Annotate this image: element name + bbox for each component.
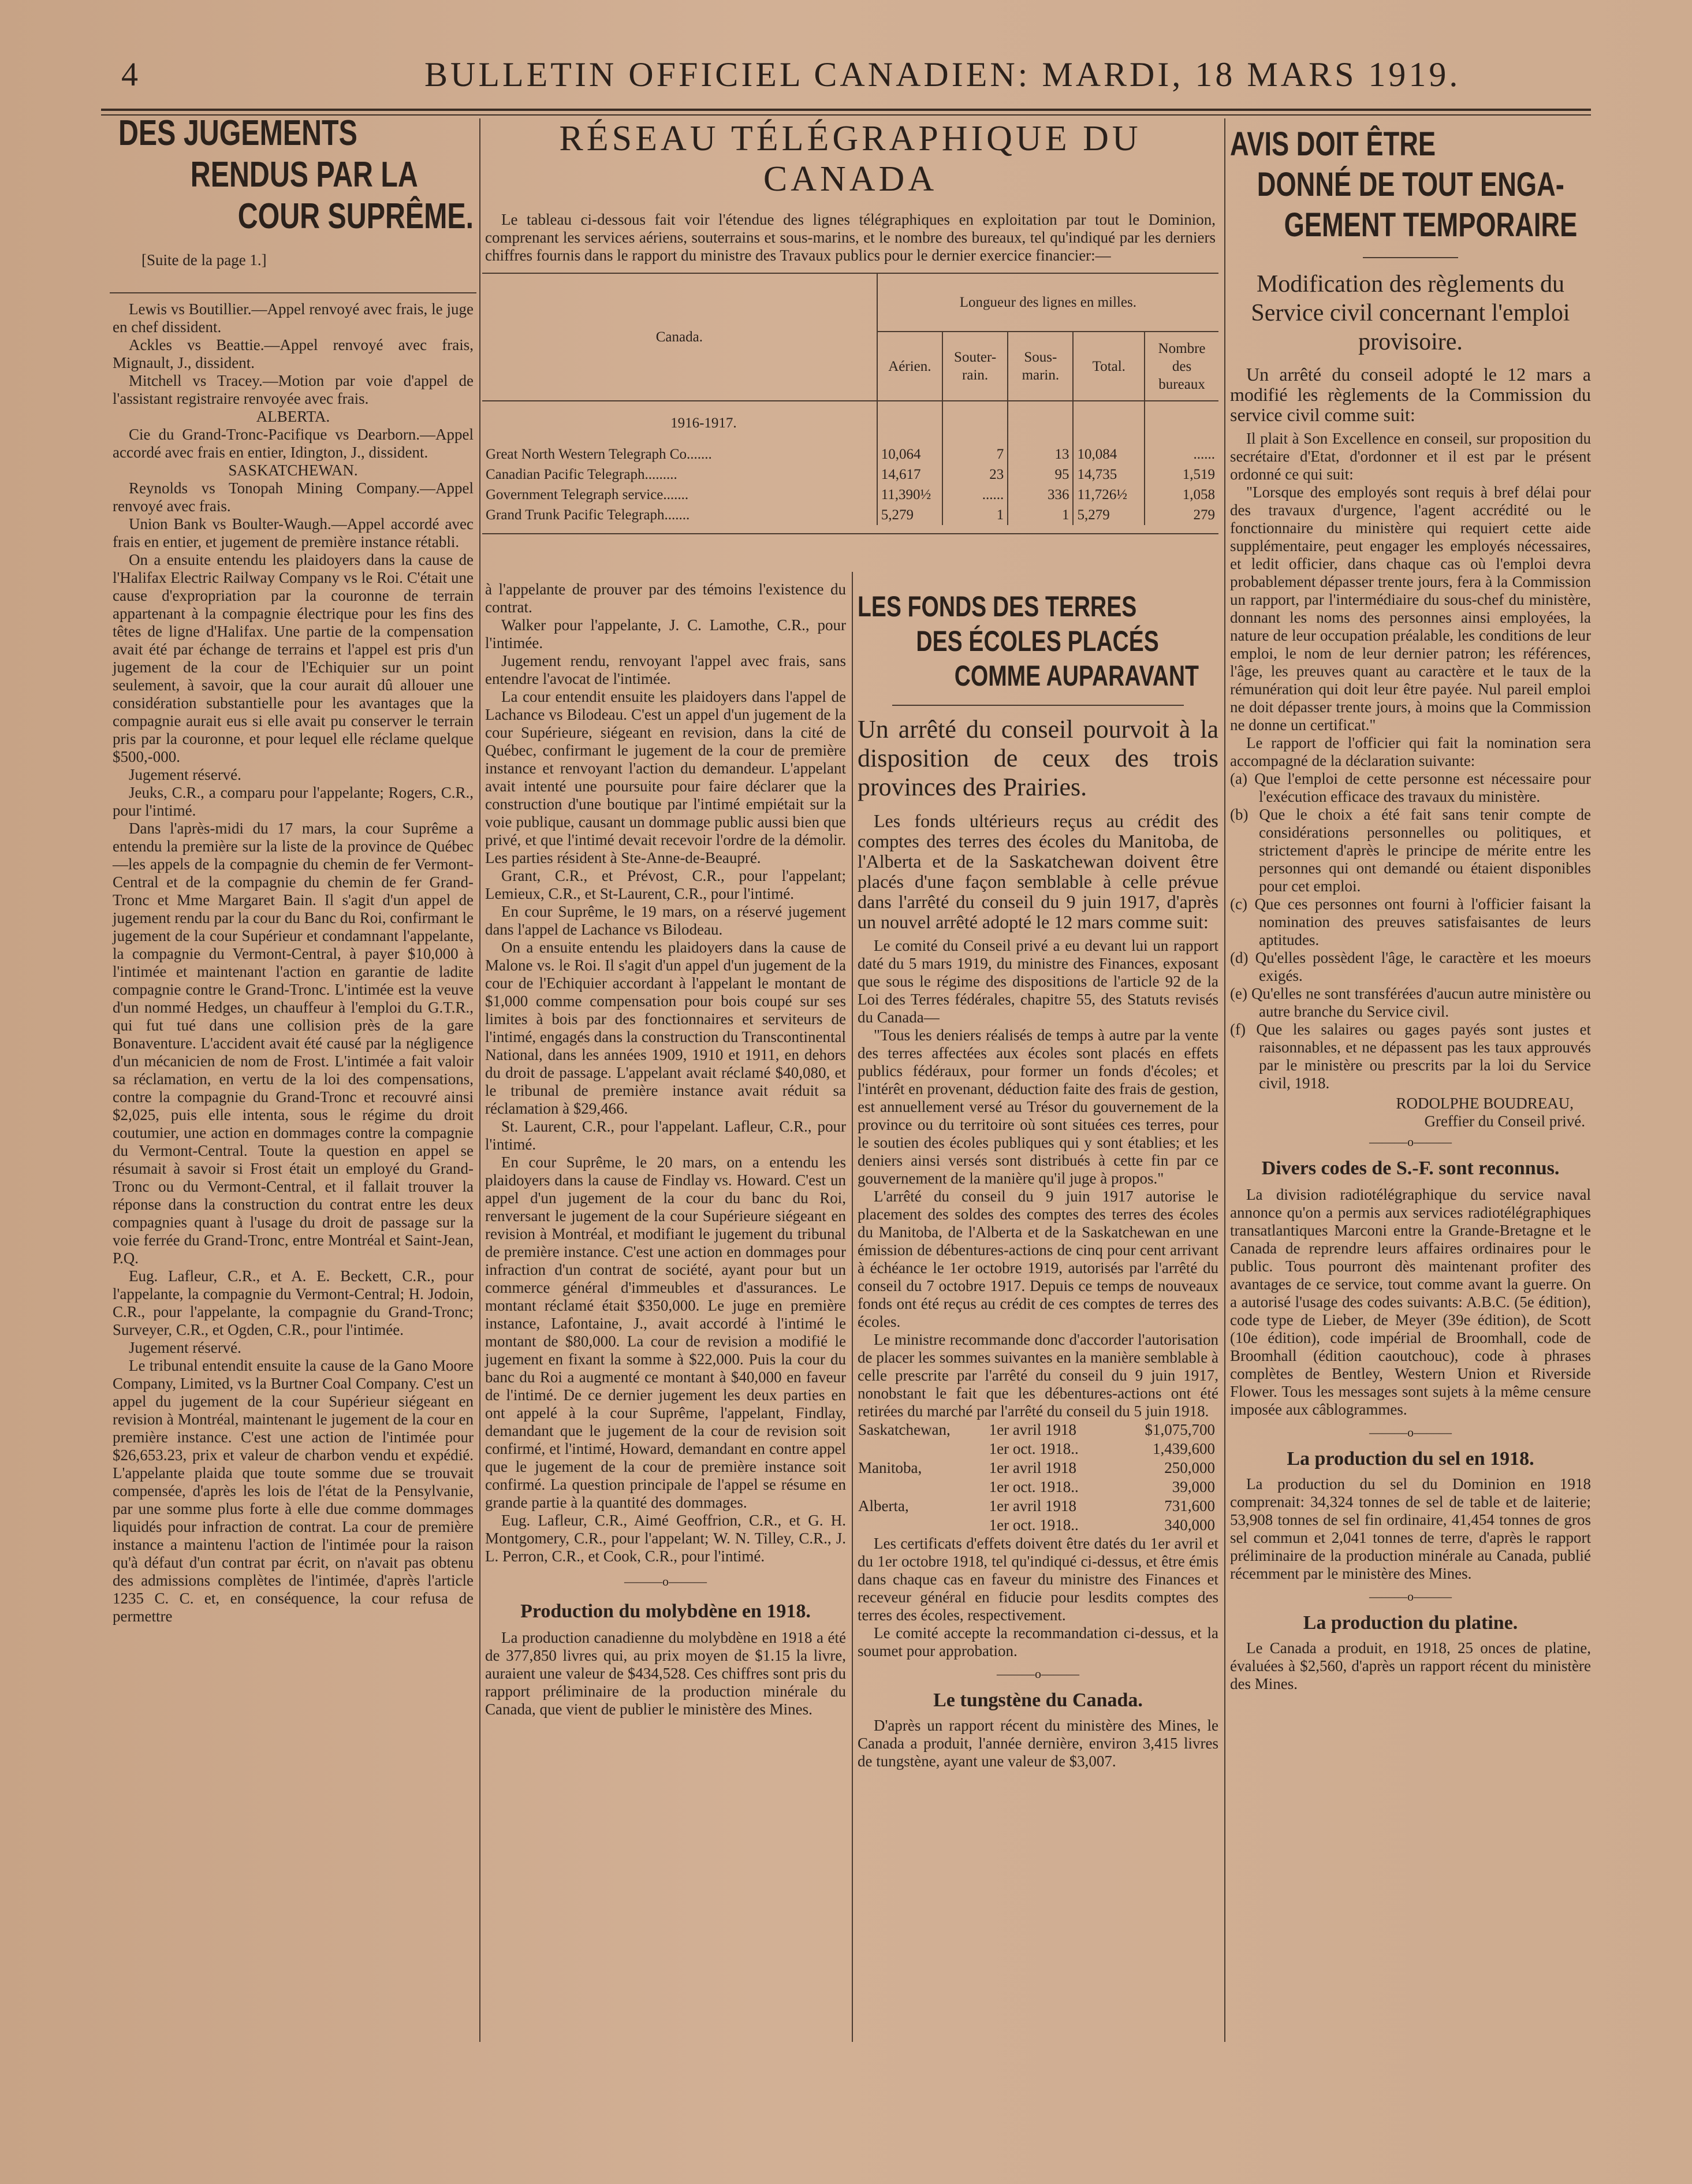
paragraph: à l'appelante de prouver par des témoins l'existence du contrat. xyxy=(485,581,846,616)
paragraph: Grant, C.R., et Prévost, C.R., pour l'appelant; Lemieux, C.R., et St-Laurent, C.R., pour l'intimé. xyxy=(485,867,846,902)
paragraph: Il plait à Son Excellence en conseil, sur proposition du secrétaire d'Etat, d'ordonner et il est par le présent ordonné ce qui suit: xyxy=(1230,430,1591,483)
lead-paragraph: Un arrêté du conseil adopté le 12 mars a modifié les règlements de la Commission du service civil comme suit: xyxy=(1230,364,1591,425)
newspaper-title: BULLETIN OFFICIEL CANADIEN: MARDI, 18 MARS 1919. xyxy=(424,55,1461,94)
paragraph: L'arrêté du conseil du 9 juin 1917 autorise le placement des soldes des comptes des terres des écoles du Manitoba, de l'Alberta et de la Saskatchewan en une émission de débentures-actions de cinq pour cent arrivant à échéance le 1er octobre 1919, autorisés par l'arrêté du conseil du 7 octobre 1917. Depuis ce temps de nouveaux fonds ont été reçus au crédit de ces comptes de terres des écoles. xyxy=(858,1188,1218,1330)
paragraph: Jugement rendu, renvoyant l'appel avec frais, sans entendre l'avocat de l'intimée. xyxy=(485,652,846,687)
list-item: (d) Qu'elles possèdent l'âge, le caractère et les moeurs exigés. xyxy=(1230,949,1591,984)
col-header-canada: Canada. xyxy=(655,329,703,345)
ornament-divider: ———o——— xyxy=(624,1574,707,1588)
telegraph-section xyxy=(482,118,1218,534)
continued-note: [Suite de la page 1.] xyxy=(141,251,267,269)
table-row: 1er oct. 1918.. 340,000 xyxy=(989,1516,1215,1534)
province-heading: ALBERTA. xyxy=(256,408,330,425)
funds-table xyxy=(858,1420,1216,1535)
conditions-list xyxy=(1230,770,1591,1092)
masthead xyxy=(101,52,1602,116)
col-header-length: Longueur des lignes en milles. xyxy=(877,274,1218,332)
paragraph: Lewis vs Boutillier.—Appel renvoyé avec frais, le juge en chef dissident. xyxy=(113,300,474,336)
col-header-bureaux: Nombre des bureaux xyxy=(1145,332,1218,401)
subheadline: Un arrêté du conseil pourvoit à la disposition de ceux des trois provinces des Prairies. xyxy=(858,715,1218,801)
section-rule xyxy=(110,292,476,293)
column-school-lands xyxy=(858,589,1218,1770)
lead-paragraph: Les fonds ultérieurs reçus au crédit des comptes des terres des écoles du Manitoba, de l'Alberta et de la Saskatchewan doivent être placés d'une façon semblable à celle prévue dans l'arrêté du conseil du 9 juin 1917, d'après un nouvel arrêté adopté le 12 mars comme suit: xyxy=(858,810,1218,932)
paragraph: Jugement réservé. xyxy=(129,766,241,783)
headline-line: GEMENT TEMPORAIRE xyxy=(1284,206,1578,244)
subheadline: Modification des règlements du Service civil concernant l'emploi provisoire. xyxy=(1251,271,1570,355)
paragraph: Eug. Lafleur, C.R., et A. E. Beckett, C.R., pour l'appelante, la compagnie du Vermont-Central; H. Jodoin, C.R., pour l'appelante, la compagnie du Grand-Tronc; Surveyer, C.R., et Ogden, C.R., pour l'intimée. xyxy=(113,1267,474,1338)
telegraph-title: RÉSEAU TÉLÉGRAPHIQUE DU CANADA xyxy=(559,119,1142,199)
paragraph: Le comité accepte la recommandation ci-dessus, et la soumet pour approbation. xyxy=(858,1624,1218,1660)
tungsten-title: Le tungstène du Canada. xyxy=(933,1690,1143,1711)
headline-line: DES JUGEMENTS xyxy=(118,113,357,153)
signature-title: Greffier du Conseil privé. xyxy=(1424,1113,1585,1130)
ornament-divider: ———o——— xyxy=(997,1666,1079,1681)
paragraph: "Tous les deniers réalisés de temps à autre par la vente des terres affectées aux écoles sont placés en effets publics fédéraux, pour former un fonds d'écoles; et l'intérêt en provenant, déduction faite des frais de gestion, est annuellement versé au Trésor du gouvernement de la province ou du territoire où sont situées ces terres, pour le soutien des écoles publiques qui y sont établies; et les deniers ainsi versés sont distribués à cette fin par ce gouvernement de la manière qu'il juge à propos." xyxy=(858,1026,1218,1187)
table-row: Alberta, 1er avril 1918 731,600 xyxy=(858,1497,1215,1515)
ornament-divider: ———o——— xyxy=(1369,1425,1452,1439)
paragraph: Jugement réservé. xyxy=(129,1339,241,1356)
column-divider xyxy=(1224,118,1225,2042)
table-row: Canadian Pacific Telegraph......... 14,617 23 95 14,735 1,519 xyxy=(482,464,1218,485)
paragraph: On a ensuite entendu les plaidoyers dans la cause de Malone vs. le Roi. Il s'agit d'un appel d'un jugement de la cour de l'Echiquier accordant à l'appelant le montant de $1,000 comme compensation pour bois coupé sur ses limites à bois par des fonctionnaires et serviteurs de l'intimé, engagés dans la construction du Transcontinental National, dans les années 1909, 1910 et 1911, en dehors du droit de passage. L'appelant avait réclamé $40,080, et le tribunal de première instance avait réduit sa réclamation à $29,466. xyxy=(485,939,847,1117)
paragraph: La cour entendit ensuite les plaidoyers dans l'appel de Lachance vs Bilodeau. C'est un appel d'un jugement de la cour Supérieure, siégeant en revision, dans la cité de Québec, confirmant le jugement de la cour de première instance et renvoyant l'action du demandeur. L'appelant avait intenté une poursuite pour faire déclarer que la construction d'une boutique par l'intimé empiétait sur la voie publique, causant un dommage public aussi bien que privé, et que l'intimé devait recevoir l'ordre de la démolir. Les parties résident à Ste-Anne-de-Beaupré. xyxy=(485,688,846,866)
list-item: (a) Que l'emploi de cette personne est nécessaire pour l'exécution efficace des travaux du ministère. xyxy=(1230,770,1591,805)
salt-text: La production du sel du Dominion en 1918 comprenait: 34,324 tonnes de sel de table et de laiterie; 53,908 tonnes de sel fin ordinaire, 41,454 tonnes de gros sel commun et 2,041 tonnes de terre, d'après le rapport préliminaire de la production minérale au Canada, publié récemment par le ministère des Mines. xyxy=(1230,1475,1591,1582)
list-item: (b) Que le choix a été fait sans tenir compte de considérations personnelles ou politiques, et strictement d'après le principe de mérite entre les personnes qui ont demandé ou étaient disponibles pour cet emploi. xyxy=(1230,806,1591,895)
platinum-text: Le Canada a produit, en 1918, 25 onces de platine, évaluées à $2,560, d'après un rapport récent du ministère des Mines. xyxy=(1230,1639,1591,1692)
page-number: 4 xyxy=(121,55,138,93)
paragraph: Le ministre recommande donc d'accorder l'autorisation de placer les sommes suivantes en la manière semblable à celle prescrite par l'arrêté du conseil du 9 juin 1917, nonobstant le fait que les débentures-actions ont été retirées du marché par l'arrêté du conseil du 5 juin 1918. xyxy=(858,1331,1218,1420)
ornament-divider: ———o——— xyxy=(1369,1589,1452,1603)
headline-line: AVIS DOIT ÊTRE xyxy=(1230,125,1436,163)
table-row: Grand Trunk Pacific Telegraph....... 5,279 1 1 5,279 279 xyxy=(482,505,1218,525)
headline-line: COUR SUPRÊME. xyxy=(237,196,474,236)
headline-line: DES ÉCOLES PLACÉS xyxy=(916,625,1159,657)
column-supreme-court xyxy=(113,113,474,1625)
headline-supreme-court xyxy=(118,113,474,237)
table-row: Manitoba, 1er avril 1918 250,000 xyxy=(858,1459,1215,1476)
headline-line: RENDUS PAR LA xyxy=(190,155,418,195)
table-row: Great North Western Telegraph Co....... 10,064 7 13 10,084 ...... xyxy=(482,444,1218,464)
col-header-total: Total. xyxy=(1073,332,1145,401)
paragraph: Le tribunal entendit ensuite la cause de la Gano Moore Company, Limited, vs la Burtner Coal Company. C'est un appel du jugement de la cour Supérieur siégeant en revision à Montréal, maintenant le jugement de la cour en première instance. C'est une action de l'intimée pour $26,653.23, prix et valeur de charbon vendu et expédié. L'appelante plaida que toute somme due se trouvait compensée, d'après les lois de l'état de la Pensylvanie, par une somme plus forte à elle due comme dommages liquidés pour infraction de contrat. La cour de première instance a maintenu l'action de l'intimée pour la raison qu'à défaut d'un contrat par écrit, on n'avait pas obtenu des admissions complètes de l'intimée, d'après l'article 1235 C. C. et, en conséquence, la cour refusa de permettre xyxy=(113,1357,474,1625)
telegraph-intro: Le tableau ci-dessous fait voir l'étendue des lignes télégraphiques en exploitation par tout le Dominion, comprenant les services aériens, souterrains et sous-marins, et le nombre des bureaux, tel qu'indiqué par les derniers chiffres fournis dans le rapport du ministre des Travaux publics pour le dernier exercice financier:— xyxy=(485,211,1216,264)
paragraph: Les certificats d'effets doivent être datés du 1er avril et du 1er octobre 1918, tel qu'indiqué ci-dessus, et être émis dans chaque cas en faveur du ministre des Finances et receveur général en fiducie pour lesdits comptes des terres des écoles, respectivement. xyxy=(858,1535,1218,1624)
signature: RODOLPHE BOUDREAU, xyxy=(1396,1095,1574,1112)
paragraph: Dans l'après-midi du 17 mars, la cour Suprême a entendu la première sur la liste de la province de Québec—les appels de la compagnie du chemin de fer Vermont-Central et de la compagnie du chemin de fer Grand-Tronc et Mme Margaret Bain. Il s'agit d'un appel de jugement rendu par la cour du Banc du Roi, confirmant le jugement de la cour Supérieur et condamnant l'appelante, la compagnie du Vermont-Central, à payer $10,000 à l'intimée et maintenant l'action en garantie de ladite compagnie contre le Grand-Tronc. L'intimée est la veuve d'un nommé Hedges, un chauffeur à l'emploi du G.T.R., qui fut tué dans une collision près de la gare Bonaventure. L'accident avait été causé par la négligence d'un mécanicien de nom de Frost. L'intimée a fait valoir sa réclamation, en vertu de la loi des compensations, contre la compagnie du Grand-Tronc et recouvré ainsi $2,025, puis elle intenta, sous le régime du droit coutumier, une action en dommages contre la compagnie du Vermont-Central. Toute la question en appel se résumait à savoir si Frost était un employé du Grand-Tronc ou du Vermont-Central, et il fallait trouver la réponse dans la construction du contrat entre les deux compagnies quant à l'usage du droit de passage sur la voie ferrée du Grand-Tronc, entre Montréal et Saint-Jean, P.Q. xyxy=(113,820,474,1267)
short-rule xyxy=(892,705,1184,706)
paragraph: Jeuks, C.R., a comparu pour l'appelante; Rogers, C.R., pour l'intimé. xyxy=(113,784,474,819)
column-divider xyxy=(852,572,853,2042)
province-heading: SASKATCHEWAN. xyxy=(228,462,358,479)
paragraph: En cour Suprême, le 20 mars, on a entendu les plaidoyers dans la cause de Findlay vs. Howard. C'est un appel d'un jugement de la cour du banc du Roi, renversant le jugement de la cour Supérieure siégeant en revision à Montréal, et modifiant le jugement du tribunal de première instance. C'est une action en dommages pour infraction d'un contrat de société, ayant pour but un commerce général d'immeubles et d'assurances. Le montant réclamé était $350,000. Le juge en première instance, Lafontaine, J., avait accordé à l'intimé le montant de $80,000. La cour de revision a modifié le jugement en fixant la somme à $22,000. Puis la cour du banc du Roi a augmenté ce montant à $40,000 en faveur de l'intimé. De ce dernier jugement les deux parties en ont appelé à la cour Suprême, l'appelant, Findlay, demandant que le jugement de la cour de revision soit confirmé, et l'intimé, Howard, demandant en contre appel que le jugement de la cour de première instance soit confirmé. La question principale de l'appel se résume en grande partie à la quantité des dommages. xyxy=(485,1154,846,1511)
paragraph: On a ensuite entendu les plaidoyers dans la cause de l'Halifax Electric Railway Company vs le Roi. C'était une cause d'expropriation par la couronne de terrain appartenant à la compagnie électrique pour les fins des têtes de ligne d'Halifax. Une partie de la compensation avait été par échange de terrains et l'appel est pris d'un jugement de la cour de l'Echiquier sur un point seulement, à savoir, que la cour aurait dû allouer une considération substantielle pour les avantages que la compagnie aurait eus si elle avait pu conserver le terrain pris par la couronne, et pour lequel elle réclame quelque $500,-000. xyxy=(113,551,474,765)
paragraph: Union Bank vs Boulter-Waugh.—Appel accordé avec frais en entier, et jugement de première instance rétabli. xyxy=(113,515,474,550)
column-court-continued xyxy=(485,581,846,1718)
table-row: Government Telegraph service....... 11,390½ ...... 336 11,726½ 1,058 xyxy=(482,485,1218,505)
short-rule xyxy=(1363,257,1458,258)
col-header-souterrain: Souter-rain. xyxy=(942,332,1008,401)
paragraph: Cie du Grand-Tronc-Pacifique vs Dearborn.—Appel accordé avec frais en entier, Idington, J., dissident. xyxy=(113,426,474,461)
year-label: 1916-1917. xyxy=(670,415,737,431)
paragraph: Reynolds vs Tonopah Mining Company.—Appel renvoyé avec frais. xyxy=(113,479,474,515)
paragraph: En cour Suprême, le 19 mars, on a réservé jugement dans l'appel de Lachance vs Bilodeau. xyxy=(485,903,846,938)
list-item: (f) Que les salaires ou gages payés sont justes et raisonnables, et ne dépassent pas les taux approuvés par le ministère ou prescrits par la loi du Service civil, 1918. xyxy=(1230,1021,1591,1092)
list-item: (e) Qu'elles ne sont transférées d'aucun autre ministère ou autre branche du Service civil. xyxy=(1230,985,1591,1020)
paragraph: Walker pour l'appelante, J. C. Lamothe, C.R., pour l'intimée. xyxy=(485,616,846,652)
paragraph: Mitchell vs Tracey.—Motion par voie d'appel de l'assistant registraire renvoyée avec frais. xyxy=(113,372,474,407)
molybdenum-text: La production canadienne du molybdène en 1918 a été de 377,850 livres qui, au prix moyen de $1.15 la livre, auraient une valeur de $434,528. Ces chiffres sont pris du rapport préliminaire de la production minérale du Canada, que vient de publier le ministère des Mines. xyxy=(485,1629,846,1718)
table-row: 1er oct. 1918.. 1,439,600 xyxy=(989,1440,1215,1457)
paragraph: Le rapport de l'officier qui fait la nomination sera accompagné de la déclaration suivante: xyxy=(1230,734,1591,769)
ornament-divider: ———o——— xyxy=(1369,1134,1452,1149)
headline-line: LES FONDS DES TERRES xyxy=(858,590,1137,623)
headline-school-lands xyxy=(858,589,1199,693)
codes-title: Divers codes de S.-F. sont reconnus. xyxy=(1261,1158,1560,1179)
table-row: 1er oct. 1918.. 39,000 xyxy=(989,1478,1215,1495)
headline-line: COMME AUPARAVANT xyxy=(954,660,1199,692)
platinum-title: La production du platine. xyxy=(1303,1612,1518,1634)
column-civil-service xyxy=(1230,124,1591,1693)
molybdenum-title: Production du molybdène en 1918. xyxy=(520,1601,811,1622)
table-rule xyxy=(482,533,1218,534)
salt-title: La production du sel en 1918. xyxy=(1287,1448,1534,1469)
headline-civil-service xyxy=(1230,124,1578,245)
telegraph-table xyxy=(482,274,1218,525)
paragraph: Eug. Lafleur, C.R., Aimé Geoffrion, C.R., et G. H. Montgomery, C.R., pour l'appelant; W. N. Tilley, C.R., J. L. Perron, C.R., et Cook, C.R., pour l'intimé. xyxy=(485,1512,846,1565)
table-row: Saskatchewan, 1er avril 1918 $1,075,700 xyxy=(858,1421,1215,1438)
top-rule xyxy=(101,109,1591,111)
paragraph: Ackles vs Beattie.—Appel renvoyé avec frais, Mignault, J., dissident. xyxy=(113,336,474,371)
tungsten-text: D'après un rapport récent du ministère des Mines, le Canada a produit, l'année dernière, environ 3,415 livres de tungstène, ayant une valeur de $3,007. xyxy=(858,1717,1218,1770)
paragraph: "Lorsque des employés sont requis à bref délai pour des travaux d'urgence, l'agent accrédité ou le fonctionnaire du ministère qui requiert cette aide supplémentaire, peut engager les employés nécessaires, et ledit officier, dans chaque cas où l'emploi devra probablement dépasser trente jours, fera à la Commission un rapport, par l'intermédiaire du sous-chef du ministère, donnant les noms des personnes ainsi employées, la nature de leur occupation préalable, les conditions de leur emploi, le nom de leur dernier patron; les références, l'âge, les preuves quant au caractère et le taux de la rémunération qui doit leur être payée. Nul pareil emploi ne doit dépasser trente jours, à moins que la Commission ne donne un certificat." xyxy=(1230,483,1591,734)
list-item: (c) Que ces personnes ont fourni à l'officier faisant la nomination des preuves satisfaisantes de leurs aptitudes. xyxy=(1230,895,1591,948)
headline-line: DONNÉ DE TOUT ENGA- xyxy=(1257,166,1564,203)
col-header-aerien: Aérien. xyxy=(877,332,942,401)
column-divider xyxy=(479,118,480,2042)
paragraph: St. Laurent, C.R., pour l'appelant. Lafleur, C.R., pour l'intimé. xyxy=(485,1118,846,1153)
paragraph: Le comité du Conseil privé a eu devant lui un rapport daté du 5 mars 1919, du ministre des Finances, exposant que sous le régime des dispositions de l'article 92 de la Loi des Terres fédérales, chapitre 55, des Statuts revisés du Canada— xyxy=(858,937,1218,1026)
col-header-sousmarin: Sous-marin. xyxy=(1008,332,1073,401)
codes-text: La division radiotélégraphique du service naval annonce qu'on a permis aux services radiotélégraphiques transatlantiques Marconi entre la Grande-Bretagne et le Canada de reprendre leurs affaires ordinaires pour le public. Tous pourront dès maintenant profiter des avantages de ce service, tout comme avant la guerre. On a autorisé l'usage des codes suivants: A.B.C. (5e édition), code type de Lieber, de Meyer (39e édition), de Scott (10e édition), code impérial de Broomhall, code de Broomhall (édition caoutchouc), code à phrases complètes de Bentley, Western Union et Riverside Flower. Tous les messages sont sujets à la même censure imposée aux câblogrammes. xyxy=(1230,1186,1591,1418)
